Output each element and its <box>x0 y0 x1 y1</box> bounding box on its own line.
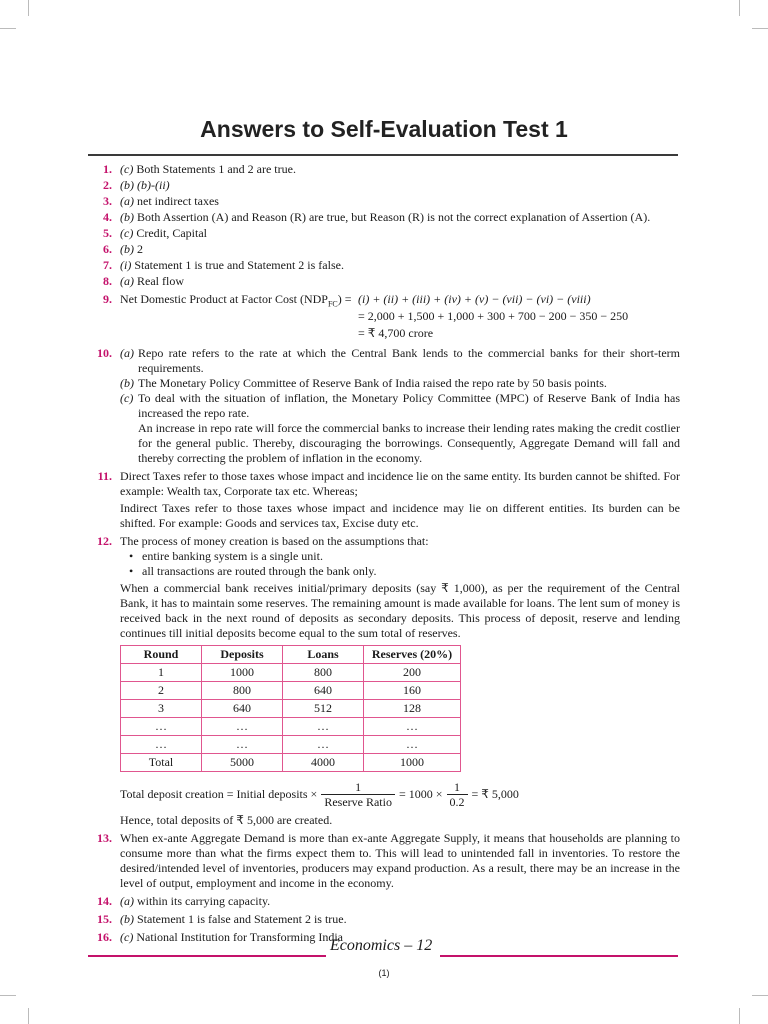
fraction-numerator: 1 <box>321 780 395 795</box>
answer-option: (i) <box>120 258 132 272</box>
answer-item-aggregate <box>88 831 680 891</box>
formula-lhs: Total deposit creation = Initial deposits × <box>120 786 318 801</box>
bullet-item: • all transactions are routed through the bank only. <box>120 564 680 579</box>
answer-number: 16. <box>97 930 112 944</box>
sub-answer <box>120 376 680 391</box>
answer-text: Real flow <box>137 274 184 288</box>
table-cell: … <box>283 736 364 754</box>
table-total-row <box>121 754 461 772</box>
table-cell: 512 <box>283 700 364 718</box>
table-cell: 4000 <box>283 754 364 772</box>
answer-number: 14. <box>97 894 112 908</box>
crop-mark <box>752 28 768 29</box>
answer-text: Both Statements 1 and 2 are true. <box>136 162 296 176</box>
answer-number: 8. <box>103 274 112 288</box>
bullet-item: • entire banking system is a single unit. <box>120 549 680 564</box>
crop-mark <box>739 1008 740 1024</box>
answer-item <box>88 178 680 193</box>
table-header-cell: Loans <box>283 646 364 664</box>
answer-number: 6. <box>103 242 112 256</box>
table-cell: 160 <box>364 682 461 700</box>
answer-text: Both Assertion (A) and Reason (R) are true, but Reason (R) is not the correct explanation of Assertion (A). <box>137 210 651 224</box>
table-cell: 1000 <box>364 754 461 772</box>
answer-item <box>88 258 680 273</box>
answer-option: (a) <box>120 194 134 208</box>
equation-subscript: FC <box>327 299 338 309</box>
crop-mark <box>28 0 29 16</box>
table-cell: … <box>121 718 202 736</box>
answer-item-money-creation <box>88 534 680 828</box>
answer-text: Statement 1 is true and Statement 2 is false. <box>134 258 344 272</box>
intro-text: The process of money creation is based on the assumptions that: <box>120 534 429 548</box>
table-cell: 640 <box>202 700 283 718</box>
answer-text: Credit, Capital <box>136 226 207 240</box>
fraction-numerator: 1 <box>447 780 468 795</box>
footer-label: Economics – 12 <box>330 937 433 954</box>
answer-text: Statement 1 is false and Statement 2 is true. <box>137 912 347 926</box>
crop-mark <box>0 28 16 29</box>
table-cell: … <box>364 736 461 754</box>
answer-number: 11. <box>97 469 112 483</box>
footer-rule <box>440 955 678 957</box>
answer-text: net indirect taxes <box>137 194 219 208</box>
sub-text: The Monetary Policy Committee of Reserve Bank of India raised the repo rate by 50 basis points. <box>138 376 607 390</box>
answer-option: (b) <box>120 178 134 192</box>
sub-text: Repo rate refers to the rate at which the Central Bank lends to the commercial banks for their short-term requirements. <box>138 346 680 375</box>
answer-number: 4. <box>103 210 112 224</box>
deposit-formula <box>120 775 680 813</box>
answer-text: 2 <box>137 242 143 256</box>
table-row <box>121 700 461 718</box>
answer-item <box>88 274 680 289</box>
conclusion-text: Hence, total deposits of ₹ 5,000 are created. <box>120 813 333 827</box>
table-header-row <box>121 646 461 664</box>
answer-item <box>88 210 680 225</box>
table-cell: … <box>283 718 364 736</box>
fraction <box>447 780 468 809</box>
answer-text: National Institution for Transforming India <box>136 930 343 944</box>
page-number: (1) <box>378 968 390 978</box>
table-row <box>121 682 461 700</box>
sub-paragraph: An increase in repo rate will force the commercial banks to increase their lending rates making the credit costlier for the general public. Thereby, discouraging the borrowings. Consequently, Aggregate Demand will fall and thereby correcting the problem of inflation in the economy. <box>138 421 680 465</box>
table-row <box>121 664 461 682</box>
crop-mark <box>28 1008 29 1024</box>
answer-option: (c) <box>120 162 134 176</box>
sub-answer <box>120 391 680 421</box>
answer-item <box>88 162 680 177</box>
table-cell: … <box>202 736 283 754</box>
answer-number: 2. <box>103 178 112 192</box>
table-cell: 1000 <box>202 664 283 682</box>
equation-result: = ₹ 4,700 crore <box>358 326 434 340</box>
sub-answer <box>120 346 680 376</box>
answer-number: 9. <box>103 292 112 306</box>
paragraph: When ex-ante Aggregate Demand is more than ex-ante Aggregate Supply, it means that households are planning to consume more than what the firms expect them to. This will lead to unintended fall in inventories. To restore the desired/intended level of inventories, producers may expand production. As a result, there may be an increase in the level of output, employment and income in the economy. <box>120 831 680 890</box>
answer-item-repo <box>88 346 680 466</box>
equation-rhs: = 2,000 + 1,500 + 1,000 + 300 + 700 − 200 − 350 − 250 <box>358 309 629 323</box>
answer-option: (a) <box>120 894 134 908</box>
answer-item <box>88 242 680 257</box>
fraction-denominator: 0.2 <box>449 794 465 809</box>
table-cell: 1 <box>121 664 202 682</box>
table-cell: 3 <box>121 700 202 718</box>
answer-number: 15. <box>97 912 112 926</box>
answer-text: (b)-(ii) <box>137 178 170 192</box>
answer-text: within its carrying capacity. <box>137 894 271 908</box>
answer-number: 3. <box>103 194 112 208</box>
answer-item-ndp <box>88 292 680 343</box>
answer-number: 7. <box>103 258 112 272</box>
crop-mark <box>752 995 768 996</box>
answer-option: (b) <box>120 210 134 224</box>
deposit-table <box>120 645 461 772</box>
answer-item <box>88 226 680 241</box>
table-cell: … <box>121 736 202 754</box>
table-cell: 800 <box>202 682 283 700</box>
answer-option: (b) <box>120 912 134 926</box>
fraction <box>321 780 395 809</box>
formula-mid: = 1000 × <box>398 786 443 801</box>
answer-option: (a) <box>120 274 134 288</box>
equation-row <box>120 326 680 343</box>
equation-lhs-text: Net Domestic Product at Factor Cost (NDP <box>120 292 328 306</box>
table-header-cell: Deposits <box>202 646 283 664</box>
answer-item <box>88 912 680 927</box>
answer-item <box>88 894 680 909</box>
footer-rule <box>88 955 326 957</box>
answer-option: (c) <box>120 930 134 944</box>
sub-text: To deal with the situation of inflation, the Monetary Policy Committee (MPC) of Reserve Bank of India has increased the repo rate. <box>138 391 680 420</box>
answers-content <box>88 162 680 946</box>
page-title: Answers to Self-Evaluation Test 1 <box>200 116 568 142</box>
equation-lhs-suffix: ) = <box>337 292 352 306</box>
sub-label: (a) <box>120 346 134 360</box>
answer-number: 13. <box>97 831 112 845</box>
equation-row <box>120 292 680 309</box>
answer-item-taxes <box>88 469 680 531</box>
table-cell: 128 <box>364 700 461 718</box>
page-footer <box>88 937 678 957</box>
formula-result: = ₹ 5,000 <box>471 786 519 801</box>
answer-number: 5. <box>103 226 112 240</box>
equation-rhs: (i) + (ii) + (iii) + (iv) + (v) − (vii) − (vi) − (viii) <box>358 292 591 306</box>
answer-item <box>88 194 680 209</box>
table-row <box>121 736 461 754</box>
table-row <box>121 718 461 736</box>
sub-label: (b) <box>120 376 134 390</box>
table-cell: Total <box>121 754 202 772</box>
answer-number: 12. <box>97 534 112 548</box>
table-cell: 640 <box>283 682 364 700</box>
table-header-cell: Round <box>121 646 202 664</box>
equation-row <box>120 309 680 326</box>
title-rule <box>88 154 678 156</box>
table-cell: … <box>202 718 283 736</box>
table-cell: 800 <box>283 664 364 682</box>
table-cell: 2 <box>121 682 202 700</box>
paragraph: Direct Taxes refer to those taxes whose impact and incidence lie on the same entity. Its burden cannot be shifted. For example: Wealth tax, Corporate tax etc. Whereas; <box>120 469 680 498</box>
paragraph: Indirect Taxes refer to those taxes whose impact and incidence may lie on different entities. Its burden can be shifted. For example: Goods and services tax, Excise duty etc. <box>120 501 680 530</box>
answer-number: 1. <box>103 162 112 176</box>
answer-option: (c) <box>120 226 134 240</box>
table-cell: … <box>364 718 461 736</box>
table-header-cell: Reserves (20%) <box>364 646 461 664</box>
table-cell: 200 <box>364 664 461 682</box>
answer-number: 10. <box>97 346 112 360</box>
answer-option: (b) <box>120 242 134 256</box>
crop-mark <box>0 995 16 996</box>
table-cell: 5000 <box>202 754 283 772</box>
sub-label: (c) <box>120 391 134 405</box>
crop-mark <box>739 0 740 16</box>
fraction-denominator: Reserve Ratio <box>324 794 392 809</box>
paragraph: When a commercial bank receives initial/primary deposits (say ₹ 1,000), as per the requirement of the Central Bank, it has to maintain some reserves. The remaining amount is made available for loans. The lent sum of money is received back in the next round of deposits as secondary deposits. This process of deposit, reserve and lending continues till initial deposits become equal to the sum total of reserves. <box>120 581 680 640</box>
